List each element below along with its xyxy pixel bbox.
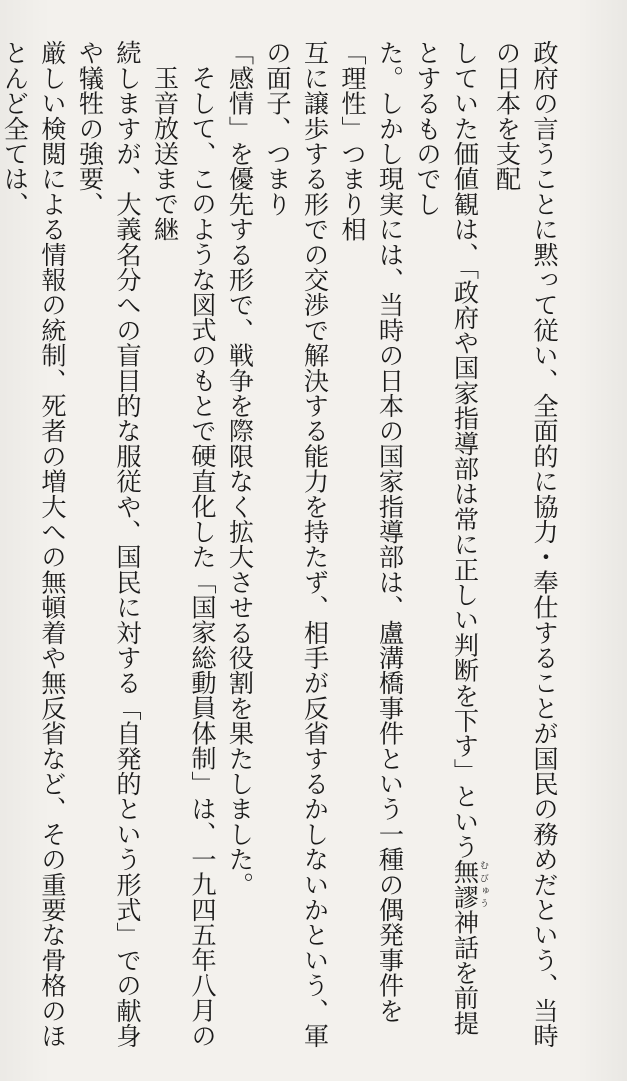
- ruby-word: 無謬むびゅう: [450, 859, 488, 910]
- text-line: 「感情」を優先する形で、戦争を際限なく拡大させる役割を果たしました。: [225, 40, 255, 897]
- text-line: 続しますが、大義名分への盲目的な服従や、国民に対する「自発的という形式」での献身や犠牲の強要、: [75, 40, 142, 1048]
- paragraph-1: [221, 40, 563, 1050]
- text-line: 互に譲歩する形での交渉で解決する能力を持たず、相手が反省するかしないかという、軍の面子、つまり: [263, 40, 330, 1048]
- vertical-text-body: [0, 40, 563, 1050]
- text-line: していた価値観は、「政府や国家指導部は常に正しい判断を下す」という無謬むびゅう神話を前提とするものでし: [413, 40, 488, 1036]
- text-line: そして、このような図式のもとで硬直化した「国家総動員体制」は、一九四五年八月の玉音放送まで継: [150, 65, 217, 1048]
- text-line: 厳しい検閲による情報の統制、死者の増大への無頓着や無反省など、その重要な骨格のほとんど全ては、: [0, 40, 67, 1048]
- text-line: た。しかし現実には、当時の日本の国家指導部は、盧溝橋事件という一種の偶発事件を「理性」つまり相: [338, 40, 405, 1023]
- text-line: 政府の言うことに黙って従い、全面的に協力・奉仕することが国民の務めだという、当時の日本を支配: [492, 40, 559, 1048]
- ruby-reading: むびゅう: [478, 859, 488, 910]
- paragraph-2: [0, 40, 221, 1050]
